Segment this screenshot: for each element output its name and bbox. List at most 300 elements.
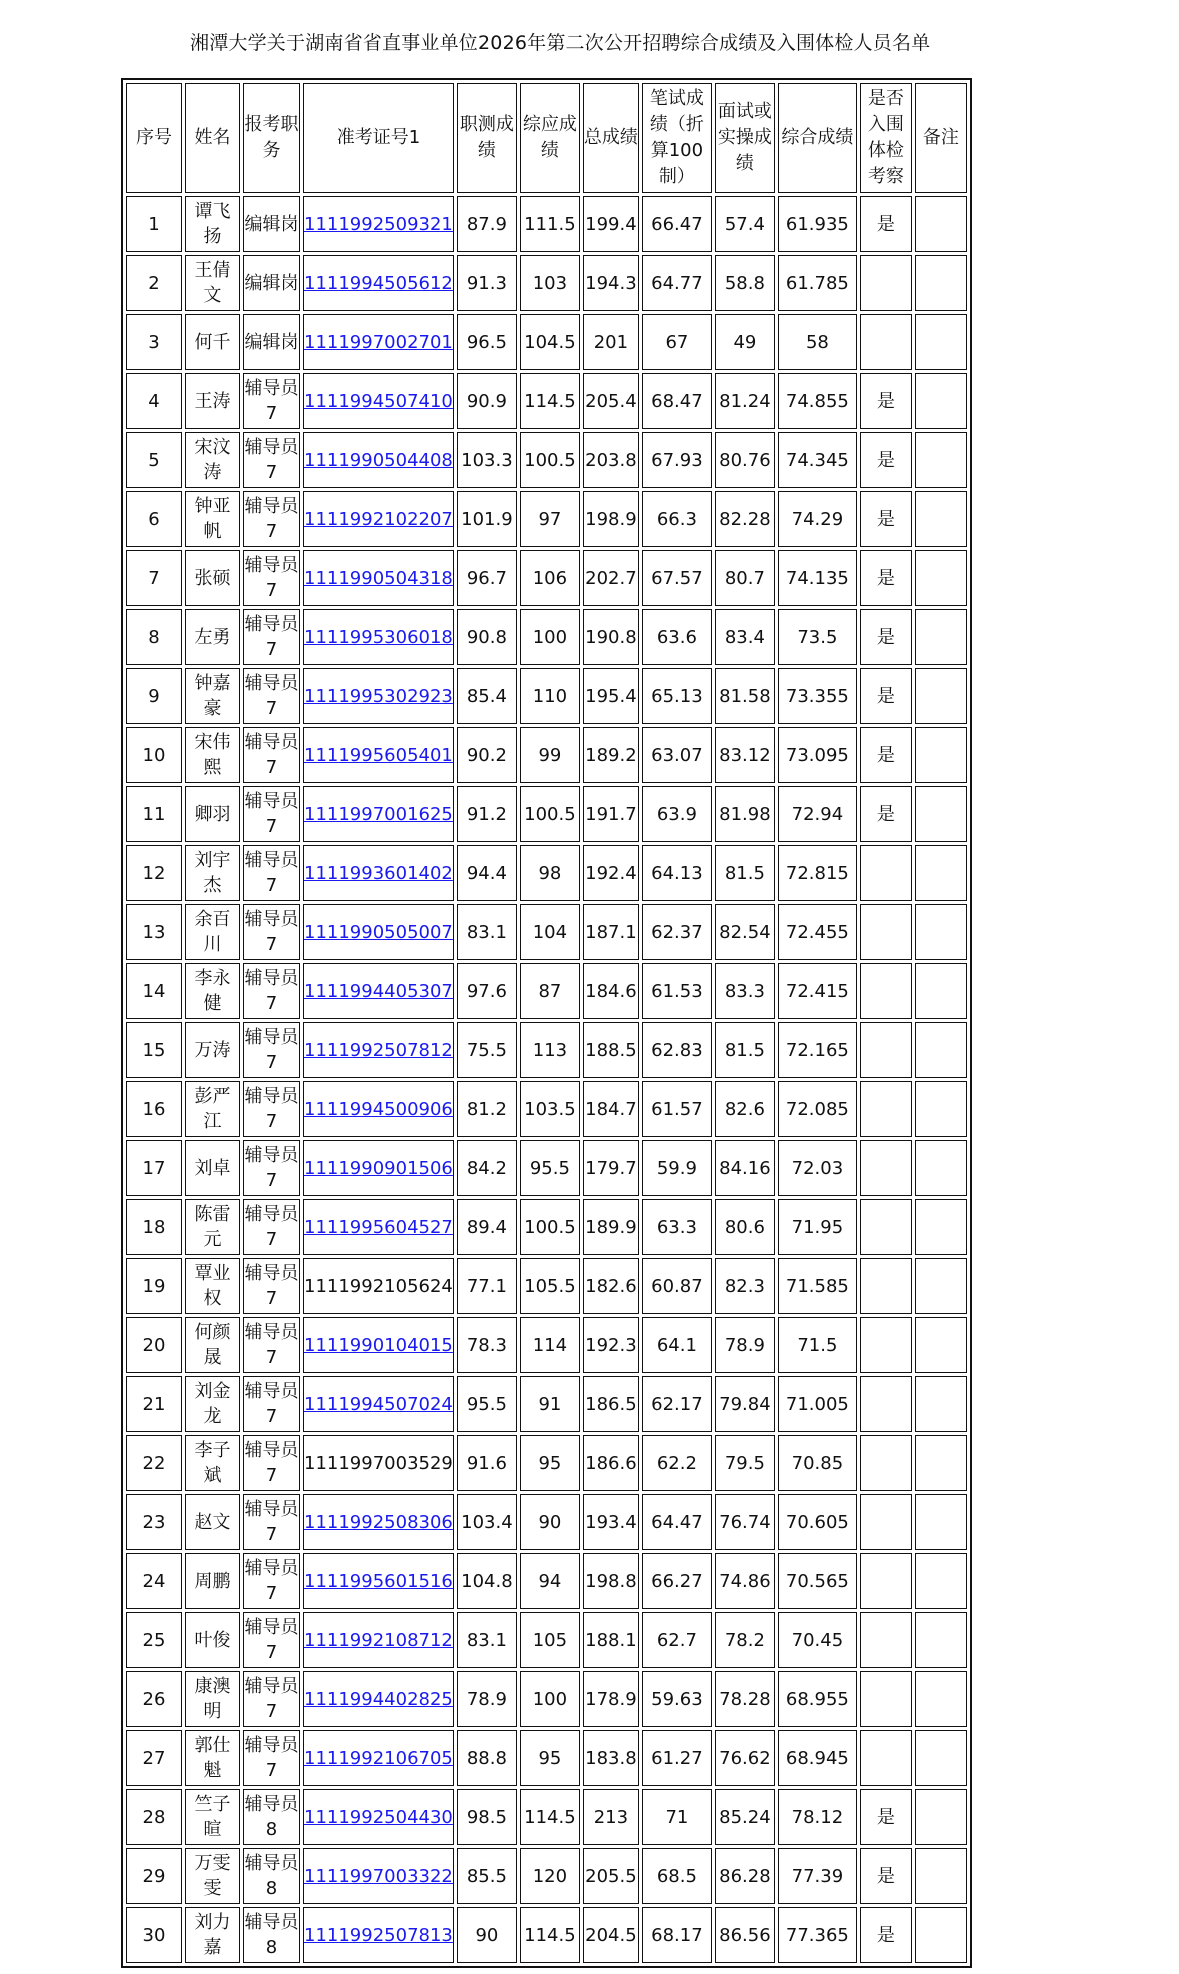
cell-overall: 72.815 [778,845,857,901]
cell-name: 刘卓 [185,1140,240,1196]
cell-job: 辅导员7 [243,1140,300,1196]
cell-zc: 91.3 [457,255,517,311]
cell-selected [860,1081,912,1137]
cell-overall: 78.12 [778,1789,857,1845]
cell-selected: 是 [860,1907,912,1963]
cell-selected [860,1612,912,1668]
cell-selected [860,1317,912,1373]
cell-no: 17 [126,1140,182,1196]
cell-selected [860,845,912,901]
cell-ticket [303,1789,454,1845]
cell-ticket [303,314,454,370]
cell-note [915,491,967,547]
cell-name: 陈雷元 [185,1199,240,1255]
cell-zy: 99 [520,727,580,783]
cell-name: 何千 [185,314,240,370]
cell-no: 9 [126,668,182,724]
cell-written: 67.93 [642,432,712,488]
cell-overall: 72.085 [778,1081,857,1137]
cell-job: 辅导员7 [243,491,300,547]
cell-interview: 78.2 [715,1612,775,1668]
cell-ticket [303,196,454,252]
cell-total: 186.6 [583,1435,639,1491]
header-cell-job: 报考职务 [243,83,300,193]
cell-total: 204.5 [583,1907,639,1963]
ticket-link[interactable]: 1111992509321 [304,213,453,235]
ticket-link[interactable]: 1111995306018 [304,626,453,648]
cell-overall: 68.945 [778,1730,857,1786]
table-row [126,963,967,1019]
cell-zc: 103.3 [457,432,517,488]
cell-interview: 79.84 [715,1376,775,1432]
table-row [126,432,967,488]
cell-no: 26 [126,1671,182,1727]
ticket-link[interactable]: 1111992507813 [304,1924,453,1946]
ticket-link[interactable]: 1111992108712 [304,1629,453,1651]
cell-interview: 80.6 [715,1199,775,1255]
cell-zy: 97 [520,491,580,547]
cell-no: 27 [126,1730,182,1786]
cell-no: 2 [126,255,182,311]
cell-name: 李子斌 [185,1435,240,1491]
table-row [126,786,967,842]
cell-written: 64.1 [642,1317,712,1373]
cell-total: 178.9 [583,1671,639,1727]
ticket-link[interactable]: 1111994405307 [304,980,453,1002]
table-row [126,609,967,665]
cell-note [915,1199,967,1255]
ticket-link[interactable]: 1111995605401 [304,744,453,766]
header-cell-overall: 综合成绩 [778,83,857,193]
ticket-link[interactable]: 1111995604527 [304,1216,453,1238]
cell-note [915,963,967,1019]
cell-ticket [303,609,454,665]
table-row [126,904,967,960]
cell-no: 12 [126,845,182,901]
cell-written: 64.77 [642,255,712,311]
ticket-link[interactable]: 1111997002701 [304,331,453,353]
ticket-text: 1111992105624 [304,1275,453,1297]
cell-selected [860,1435,912,1491]
ticket-link[interactable]: 1111997001625 [304,803,453,825]
cell-job: 辅导员7 [243,1612,300,1668]
cell-zy: 110 [520,668,580,724]
cell-overall: 72.455 [778,904,857,960]
cell-name: 周鹏 [185,1553,240,1609]
ticket-link[interactable]: 1111995302923 [304,685,453,707]
table-row [126,1553,967,1609]
cell-no: 22 [126,1435,182,1491]
cell-note [915,727,967,783]
cell-zc: 96.5 [457,314,517,370]
cell-interview: 83.4 [715,609,775,665]
cell-ticket [303,1317,454,1373]
cell-written: 63.9 [642,786,712,842]
cell-overall: 70.85 [778,1435,857,1491]
header-cell-written: 笔试成绩（折算100制） [642,83,712,193]
cell-zy: 100.5 [520,1199,580,1255]
cell-ticket [303,963,454,1019]
cell-ticket [303,432,454,488]
cell-interview: 81.98 [715,786,775,842]
cell-written: 62.17 [642,1376,712,1432]
cell-name: 康澳明 [185,1671,240,1727]
cell-name: 左勇 [185,609,240,665]
cell-job: 辅导员7 [243,904,300,960]
cell-selected [860,963,912,1019]
ticket-link[interactable]: 1111990901506 [304,1157,453,1179]
cell-selected [860,1553,912,1609]
cell-ticket [303,904,454,960]
cell-zc: 78.9 [457,1671,517,1727]
results-table [121,78,972,1968]
table-row [126,727,967,783]
cell-selected: 是 [860,196,912,252]
cell-name: 谭飞扬 [185,196,240,252]
cell-zy: 98 [520,845,580,901]
ticket-link[interactable]: 1111994500906 [304,1098,453,1120]
cell-ticket [303,845,454,901]
cell-total: 192.3 [583,1317,639,1373]
cell-name: 赵文 [185,1494,240,1550]
table-row [126,550,967,606]
table-row [126,1081,967,1137]
cell-overall: 61.935 [778,196,857,252]
header-cell-total: 总成绩 [583,83,639,193]
cell-selected: 是 [860,373,912,429]
header-cell-ticket: 准考证号1 [303,83,454,193]
cell-job: 辅导员8 [243,1848,300,1904]
cell-note [915,904,967,960]
ticket-link[interactable]: 1111992106705 [304,1747,453,1769]
cell-zc: 90.9 [457,373,517,429]
cell-ticket [303,1140,454,1196]
cell-zy: 91 [520,1376,580,1432]
cell-selected [860,1730,912,1786]
cell-job: 辅导员7 [243,1317,300,1373]
ticket-link[interactable]: 1111994402825 [304,1688,453,1710]
cell-no: 19 [126,1258,182,1314]
cell-selected [860,1376,912,1432]
header-row [126,83,967,193]
cell-no: 20 [126,1317,182,1373]
header-cell-no: 序号 [126,83,182,193]
ticket-link[interactable]: 1111990504318 [304,567,453,589]
cell-name: 刘力嘉 [185,1907,240,1963]
cell-written: 61.27 [642,1730,712,1786]
ticket-link[interactable]: 1111997003322 [304,1865,453,1887]
cell-name: 王倩文 [185,255,240,311]
cell-selected: 是 [860,1848,912,1904]
cell-name: 王涛 [185,373,240,429]
cell-overall: 77.365 [778,1907,857,1963]
cell-selected [860,1494,912,1550]
cell-total: 192.4 [583,845,639,901]
table-row [126,1789,967,1845]
cell-overall: 71.585 [778,1258,857,1314]
cell-overall: 73.095 [778,727,857,783]
ticket-text: 1111997003529 [304,1452,453,1474]
cell-zc: 78.3 [457,1317,517,1373]
cell-no: 10 [126,727,182,783]
cell-overall: 73.355 [778,668,857,724]
cell-total: 182.6 [583,1258,639,1314]
cell-interview: 78.9 [715,1317,775,1373]
cell-interview: 83.12 [715,727,775,783]
cell-job: 辅导员7 [243,786,300,842]
table-row [126,255,967,311]
table-row [126,1435,967,1491]
cell-job: 辅导员7 [243,1494,300,1550]
header-cell-selected: 是否入围体检考察 [860,83,912,193]
cell-job: 辅导员7 [243,432,300,488]
cell-total: 195.4 [583,668,639,724]
cell-interview: 86.28 [715,1848,775,1904]
cell-selected [860,1140,912,1196]
cell-no: 25 [126,1612,182,1668]
cell-interview: 82.28 [715,491,775,547]
table-row [126,314,967,370]
cell-selected: 是 [860,609,912,665]
cell-job: 辅导员7 [243,727,300,783]
cell-total: 198.9 [583,491,639,547]
ticket-link[interactable]: 1111992507812 [304,1039,453,1061]
cell-name: 卿羽 [185,786,240,842]
cell-no: 13 [126,904,182,960]
cell-no: 6 [126,491,182,547]
cell-written: 59.9 [642,1140,712,1196]
cell-interview: 85.24 [715,1789,775,1845]
cell-no: 11 [126,786,182,842]
cell-zy: 114 [520,1317,580,1373]
cell-job: 辅导员7 [243,1022,300,1078]
cell-name: 余百川 [185,904,240,960]
cell-interview: 82.6 [715,1081,775,1137]
ticket-link[interactable]: 1111994507024 [304,1393,453,1415]
ticket-link[interactable]: 1111990504408 [304,449,453,471]
cell-note [915,1730,967,1786]
cell-name: 叶俊 [185,1612,240,1668]
cell-zy: 105.5 [520,1258,580,1314]
cell-name: 宋汶涛 [185,432,240,488]
header-cell-zy: 综应成绩 [520,83,580,193]
cell-interview: 81.58 [715,668,775,724]
cell-job: 辅导员7 [243,1435,300,1491]
cell-zy: 95 [520,1730,580,1786]
cell-interview: 57.4 [715,196,775,252]
cell-total: 189.9 [583,1199,639,1255]
table-row [126,1612,967,1668]
cell-selected [860,1022,912,1078]
cell-note [915,1494,967,1550]
cell-note [915,373,967,429]
cell-no: 3 [126,314,182,370]
cell-ticket [303,786,454,842]
cell-ticket [303,1081,454,1137]
cell-job: 辅导员8 [243,1907,300,1963]
cell-no: 21 [126,1376,182,1432]
cell-written: 62.37 [642,904,712,960]
cell-note [915,1789,967,1845]
cell-name: 覃业权 [185,1258,240,1314]
cell-ticket [303,1907,454,1963]
cell-no: 5 [126,432,182,488]
cell-job: 辅导员7 [243,963,300,1019]
cell-zc: 91.2 [457,786,517,842]
cell-zc: 96.7 [457,550,517,606]
cell-selected: 是 [860,491,912,547]
cell-written: 62.83 [642,1022,712,1078]
cell-zy: 87 [520,963,580,1019]
cell-zc: 90.2 [457,727,517,783]
ticket-link[interactable]: 1111992508306 [304,1511,453,1533]
ticket-link[interactable]: 1111994507410 [304,390,453,412]
table-row [126,668,967,724]
cell-written: 68.17 [642,1907,712,1963]
cell-selected [860,314,912,370]
cell-selected [860,1199,912,1255]
cell-no: 24 [126,1553,182,1609]
cell-zy: 105 [520,1612,580,1668]
cell-no: 14 [126,963,182,1019]
cell-zc: 94.4 [457,845,517,901]
cell-zc: 85.5 [457,1848,517,1904]
cell-ticket [303,1435,454,1491]
table-body [126,196,967,1963]
cell-written: 66.3 [642,491,712,547]
cell-name: 万雯雯 [185,1848,240,1904]
cell-zc: 88.8 [457,1730,517,1786]
cell-selected: 是 [860,1789,912,1845]
cell-name: 张硕 [185,550,240,606]
cell-overall: 72.94 [778,786,857,842]
cell-zy: 114.5 [520,1907,580,1963]
cell-no: 30 [126,1907,182,1963]
cell-note [915,1553,967,1609]
cell-job: 辅导员7 [243,1671,300,1727]
table-row [126,196,967,252]
cell-zy: 104 [520,904,580,960]
cell-zy: 111.5 [520,196,580,252]
cell-zy: 100 [520,609,580,665]
cell-total: 188.1 [583,1612,639,1668]
cell-selected [860,255,912,311]
cell-written: 65.13 [642,668,712,724]
cell-ticket [303,1376,454,1432]
cell-total: 194.3 [583,255,639,311]
cell-interview: 74.86 [715,1553,775,1609]
cell-job: 辅导员7 [243,1258,300,1314]
cell-ticket [303,1553,454,1609]
cell-total: 202.7 [583,550,639,606]
cell-zy: 104.5 [520,314,580,370]
cell-zy: 103 [520,255,580,311]
cell-job: 编辑岗 [243,196,300,252]
cell-overall: 72.03 [778,1140,857,1196]
cell-name: 钟嘉豪 [185,668,240,724]
cell-note [915,550,967,606]
cell-name: 竺子暄 [185,1789,240,1845]
header-cell-zc: 职测成绩 [457,83,517,193]
cell-note [915,1140,967,1196]
ticket-link[interactable]: 1111990104015 [304,1334,453,1356]
cell-overall: 70.565 [778,1553,857,1609]
cell-no: 8 [126,609,182,665]
cell-interview: 86.56 [715,1907,775,1963]
cell-total: 183.8 [583,1730,639,1786]
cell-zy: 95.5 [520,1140,580,1196]
ticket-link[interactable]: 1111995601516 [304,1570,453,1592]
cell-name: 彭严江 [185,1081,240,1137]
cell-total: 191.7 [583,786,639,842]
ticket-link[interactable]: 1111992504430 [304,1806,453,1828]
ticket-link[interactable]: 1111990505007 [304,921,453,943]
cell-written: 62.2 [642,1435,712,1491]
cell-overall: 68.955 [778,1671,857,1727]
cell-ticket [303,255,454,311]
cell-interview: 82.3 [715,1258,775,1314]
cell-job: 编辑岗 [243,255,300,311]
cell-job: 辅导员7 [243,668,300,724]
cell-total: 198.8 [583,1553,639,1609]
cell-zy: 100 [520,1671,580,1727]
cell-job: 辅导员7 [243,1376,300,1432]
cell-no: 7 [126,550,182,606]
cell-note [915,255,967,311]
cell-zc: 81.2 [457,1081,517,1137]
cell-overall: 71.95 [778,1199,857,1255]
cell-selected [860,904,912,960]
cell-written: 60.87 [642,1258,712,1314]
cell-job: 编辑岗 [243,314,300,370]
cell-interview: 80.7 [715,550,775,606]
cell-total: 201 [583,314,639,370]
ticket-link[interactable]: 1111993601402 [304,862,453,884]
cell-ticket [303,373,454,429]
cell-ticket [303,1022,454,1078]
cell-note [915,1612,967,1668]
cell-zc: 95.5 [457,1376,517,1432]
cell-overall: 74.855 [778,373,857,429]
cell-note [915,1907,967,1963]
cell-note [915,1671,967,1727]
header-cell-note: 备注 [915,83,967,193]
cell-zy: 103.5 [520,1081,580,1137]
cell-no: 16 [126,1081,182,1137]
cell-zy: 106 [520,550,580,606]
cell-selected: 是 [860,786,912,842]
cell-ticket [303,1494,454,1550]
cell-written: 61.57 [642,1081,712,1137]
cell-ticket [303,1199,454,1255]
cell-overall: 72.165 [778,1022,857,1078]
cell-note [915,1435,967,1491]
cell-overall: 58 [778,314,857,370]
cell-job: 辅导员8 [243,1789,300,1845]
ticket-link[interactable]: 1111994505612 [304,272,453,294]
cell-overall: 77.39 [778,1848,857,1904]
table-row [126,1671,967,1727]
table-row [126,1376,967,1432]
cell-ticket [303,1612,454,1668]
cell-written: 68.47 [642,373,712,429]
cell-ticket [303,491,454,547]
table-row [126,1199,967,1255]
cell-written: 62.7 [642,1612,712,1668]
cell-total: 189.2 [583,727,639,783]
ticket-link[interactable]: 1111992102207 [304,508,453,530]
cell-overall: 70.605 [778,1494,857,1550]
